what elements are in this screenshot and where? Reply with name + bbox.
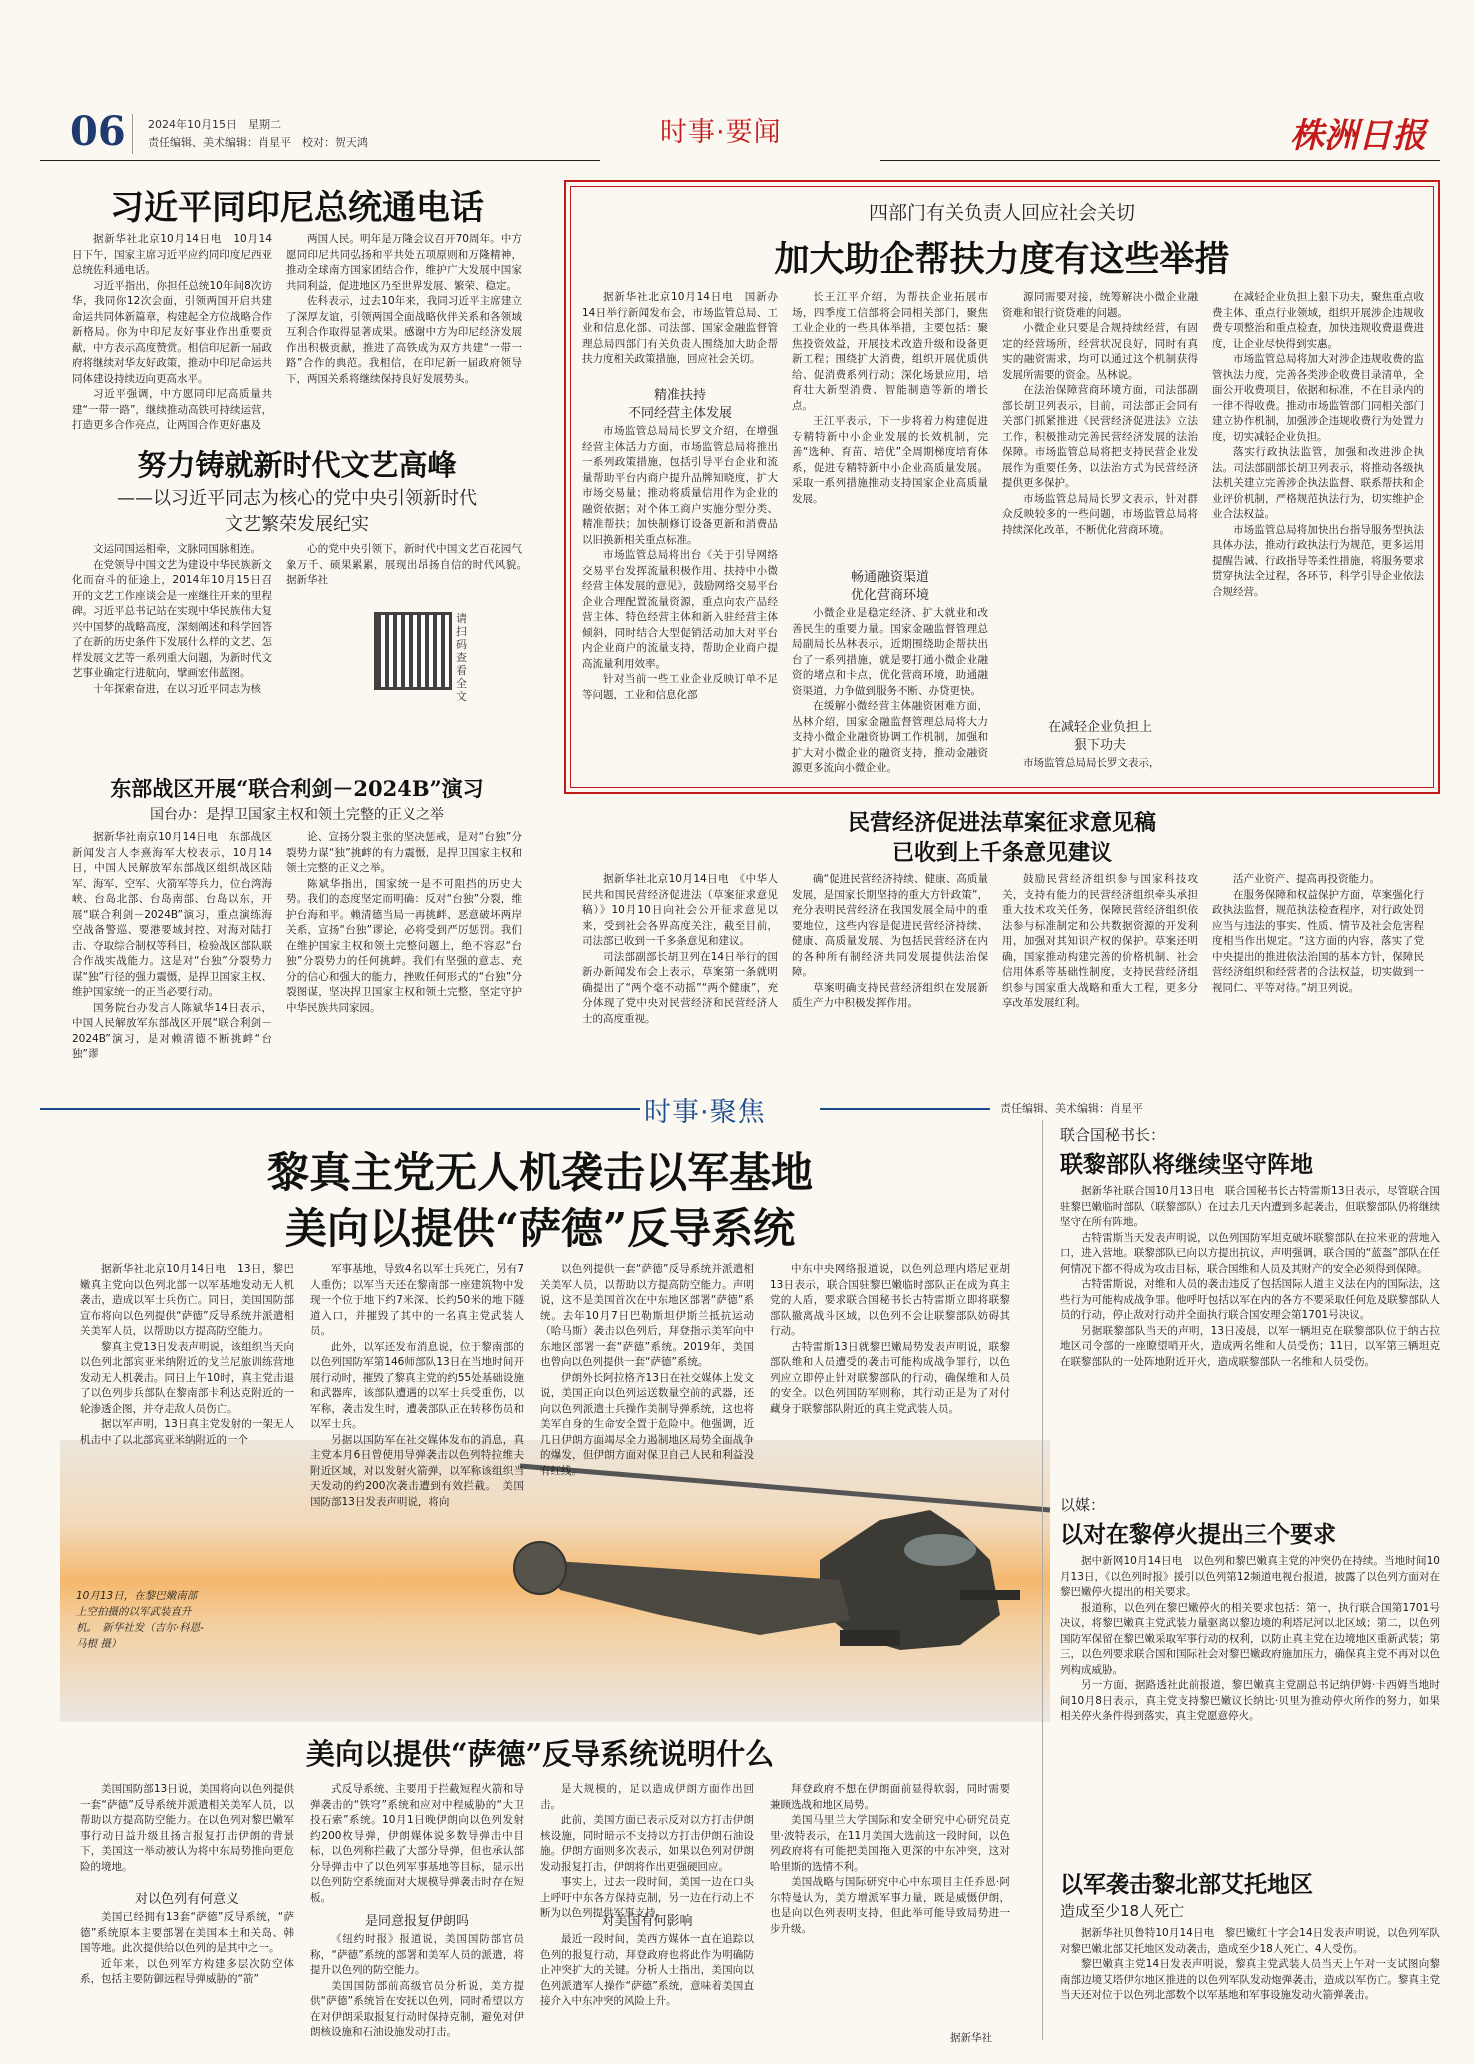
a4-col-3b: 市场监管总局局长罗文表示， bbox=[1023, 757, 1160, 769]
b1-title-2: 美向以提供“萨德”反导系统 bbox=[284, 1204, 796, 1253]
a4-sub3-line1: 在减轻企业负担上 bbox=[1047, 720, 1152, 735]
a2-title: 努力铸就新时代文艺高峰 bbox=[137, 448, 457, 482]
a4-col-3: 源同需要对接，统筹解决小微企业融资难和银行资贷难的问题。 小微企业只要是合规持续经营，有固定的经营场所，经营状况良好，同时有真实的融资需求，均可以通过这个机制获得发展所需要的资金。丛林说。 在法治保障营商环境方面，司法部副部长胡卫列表示，目前，司法部正会同有关部门抓紧推进《民营经济促进法》立法工作，积极推动完善民营经济发展的法治保障。市场监管总局将把支持民营企业发展作为重要任务，以法治方式为民营经济提供更多保护。 市场监管总局局长罗文表示，针对群众反映较多的一些问题，市场监管总局将持续深化改革，不断优化营商环境。 bbox=[1002, 291, 1198, 536]
b2-sub-1: 对以色列有何意义 bbox=[134, 1892, 239, 1907]
a2-subtitle-2: 文艺繁荣发展纪实 bbox=[225, 514, 369, 535]
a2-col-1: 文运同国运相牵，文脉同国脉相连。 在党领导中国文艺为建设中华民族新文化而奋斗的征途上，2014年10月15日召开的文艺工作座谈会是一座继往开来的里程碑。习近平总书记站在实现中华民族伟大复兴中国梦的战略高度，深刻阐述和科学回答了在新的历史条件下发展什么样的文艺、怎样发展文艺等一系列重大问题，为新时代文艺事业确定行进航向，擘画宏伟蓝图。 十年探索奋进，在以习近平同志为核 bbox=[72, 543, 272, 695]
b1-col-1: 据新华社北京10月14日电 13日，黎巴嫩真主党向以色列北部一以军基地发动无人机袭击，造成以军士兵伤亡。同日，美国国防部宣布将向以色列提供“萨德”反导系统并派遣相关美军人员，以帮助以方提高防空能力。 黎真主党13日发表声明说，该组织当天向以色列北部宾亚米纳附近的戈兰尼旅训练营地发动无人机袭击。同日上午10时，真主党击退了以色列步兵部队在黎南部卡利达克附近的一轮渗透企图，并夺走敌人员伤亡。 据以军声明，13日真主党发射的一架无人机击中了以北部宾亚米纳附近的一个 bbox=[80, 1263, 294, 1446]
a2-subtitle-1: ——以习近平同志为核心的党中央引领新时代 bbox=[117, 488, 477, 509]
c2-title: 以对在黎停火提出三个要求 bbox=[1060, 1521, 1336, 1548]
section-title: 时事·要闻 bbox=[660, 117, 782, 148]
qr-caption: 请扫码查看全文 bbox=[456, 612, 467, 703]
a4-col-2: 长王江平介绍，为帮扶企业拓展市场，四季度工信部将会同相关部门，聚焦工业企业的一些具体举措，主要包括：聚焦投资效益，开展技术改造升级和设备更新工程；围绕扩大消费，组织开展优质供给、促消费系列行动；深化场景应用，培育壮大新型消费、智能制造等新的增长点。 王江平表示，下一步将着力构建促进专精特新中小企业发展的长效机制，完善“选种、育苗、培优”全周期梯度培育体系，促进专精特新中小企业高质量发展。采取一系列措施推动支持国家企业高质量发展。 bbox=[792, 291, 988, 505]
a4-sub3-line2: 狠下功夫 bbox=[1073, 738, 1126, 753]
section-2-title: 时事·聚焦 bbox=[644, 1097, 766, 1128]
b2-col-3b: 最近一段时间，美西方媒体一直在追踪以色列的报复行动，拜登政府也将此作为明确防止冲突扩大的关键。分析人士指出，美国向以色列派遣军人操作“萨德”系统，意味着美国直接介入中东冲突的风险上升。 bbox=[540, 1933, 754, 2007]
b1-col-3: 以色列提供一套“萨德”反导系统并派遣相关美军人员，以帮助以方提高防空能力。声明说，这不是美国首次在中东地区部署“萨德”系统。去年10月7日巴勒斯坦伊斯兰抵抗运动（哈马斯）袭击以色列后，拜登指示美军向中东地区部署一套“萨德”系统。2019年，美国也曾向以色列提供一套“萨德”系统。 伊朗外长阿拉格齐13日在社交媒体上发文说，美国正向以色列运送数量空前的武器，还向以色列派遣士兵操作美制导弹系统，这也将美军自身的生命安全置于危险中。他强调，近几日伊朗方面竭尽全力遏制地区局势全面战争的爆发，但伊朗方面对保卫自己人民和利益没有红线。 bbox=[540, 1263, 754, 1477]
c1-title: 联黎部队将继续坚守阵地 bbox=[1060, 1151, 1313, 1178]
a4-title: 加大助企帮扶力度有这些举措 bbox=[774, 239, 1230, 280]
c3-subtitle: 造成至少18人死亡 bbox=[1060, 1902, 1185, 1920]
qr-code[interactable] bbox=[374, 612, 452, 690]
a3-col-2: 论、宣扬分裂主张的坚决惩戒，是对“台独”分裂势力谋“独”挑衅的有力震慑，是捍卫国家主权和领土完整的正义之举。 陈斌华指出，国家统一是不可阻挡的历史大势。我们的态度坚定而明确：反对“台独”分裂，维护台海和平。赖清德当局一再挑衅、恶意破坏两岸关系，宣扬“台独”谬论，必将受到严厉惩罚。我们在维护国家主权和领土完整问题上，绝不容忍“台独”分裂势力的任何挑衅。我们有坚强的意志、充分的信心和强大的能力，挫败任何形式的“台独”分裂图谋，坚决捍卫国家主权和领土完整，坚定守护中华民族共同家园。 bbox=[286, 831, 522, 1014]
b2-sub-3: 对美国有何影响 bbox=[601, 1914, 693, 1929]
c3-title: 以军袭击黎北部艾托地区 bbox=[1060, 1871, 1313, 1898]
c1-body: 据新华社联合国10月13日电 联合国秘书长古特雷斯13日表示，尽管联合国驻黎巴嫩临时部队（联黎部队）在过去几天内遭到多起袭击，但联黎部队仍将继续坚守在所有阵地。 古特雷斯当天发表声明说，以色列国防军坦克破坏联黎部队在拉米亚的营地入口，进入营地。联黎部队已向以方提出抗议，声明强调，联合国的“蓝盔”部队在任何情况下都不得成为攻击目标，联合国维和人员及其财产的安全必须得到保障。 古特雷斯说，对维和人员的袭击违反了包括国际人道主义法在内的国际法，这些行为可能构成战争罪。他呼吁包括以军在内的各方不要采取任何危及联黎部队人员的行动，停止敌对行动并全面执行联合国安理会第1701号决议。 另据联黎部队当天的声明，13日凌晨，以军一辆坦克在联黎部队位于纳古拉地区司令部的一座瞭望哨开火，造成两名维和人员受伤；11日，以军第三辆坦克在联黎部队的一处阵地附近开火，造成联黎部队一名维和人员受伤。 bbox=[1060, 1185, 1440, 1368]
a5-col-2: 确“促进民营经济持续、健康、高质量发展，是国家长期坚持的重大方针政策”，充分表明民营经济在我国发展全局中的重要地位，这些内容是促进民营经济持续、健康、高质量发展、为包括民营经济在内的各种所有制经济共同发展提供法治保障。 草案明确支持民营经济组织在发展新质生产力中积极发挥作用。 bbox=[792, 873, 988, 1009]
a4-sub2-line1: 畅通融资渠道 bbox=[850, 570, 929, 585]
a5-title-2: 已收到上千条意见建议 bbox=[891, 840, 1112, 866]
c3-body: 据新华社贝鲁特10月14日电 黎巴嫩红十字会14日发表声明说，以色列军队对黎巴嫩北部艾托地区发动袭击，造成至少18人死亡、4人受伤。 黎巴嫩真主党14日发表声明说，黎真主党武装人员当天上午对一支试图向黎南部边境艾塔伊尔地区推进的以色列军队发动炮弹袭击，造成以军伤亡。黎真主党当天还对位于以色列北部数个以军基地和军事设施发动火箭弹袭击。 bbox=[1060, 1927, 1440, 2001]
a2-col-2: 心的党中央引领下，新时代中国文艺百花园气象万千、硕果累累，展现出昂扬自信的时代风貌。 据新华社 bbox=[286, 543, 543, 586]
b2-col-3: 是大规模的，足以造成伊朗方面作出回击。 此前，美国方面已表示反对以方打击伊朗核设施，同时暗示不支持以方打击伊朗石油设施。伊朗方面则多次表示，如果以色列对伊朗发动报复打击，伊朗将作出更强硬回应。 事实上，过去一段时间，美国一边在口头上呼吁中东各方保持克制，另一边在行动上不断为以色列提供军事支持。 bbox=[540, 1783, 754, 1919]
page-number: 06 bbox=[70, 108, 126, 155]
c1-kicker: 联合国秘书长： bbox=[1060, 1126, 1166, 1144]
c2-body: 据中新网10月14日电 以色列和黎巴嫩真主党的冲突仍在持续。当地时间10月13日，《以色列时报》援引以色列第12频道电视台报道，披露了以色列方面对在黎巴嫩停火提出的相关要求。 报道称，以色列在黎巴嫩停火的相关要求包括：第一，执行联合国第1701号决议，将黎巴嫩真主党武装力量驱离以黎边境的利塔尼河以北区域；第二，以色列国防军保留在黎巴嫩采取军事行动的权利，以防止真主党在边境地区重新武装；第三，以色列要求联合国和国际社会对黎巴嫩政府施加压力，确保真主党不再对以色列构成威胁。 另一方面，据路透社此前报道，黎巴嫩真主党副总书记纳伊姆·卡西姆当地时间10月8日表示，真主党支持黎巴嫩议长纳比·贝里为推动停火所作的努力，如果相关停火条件得到落实，真主党愿意停火。 bbox=[1060, 1555, 1440, 1722]
a5-col-4: 活产业资产、提高再投资能力。 在服务保障和权益保护方面，草案强化行政执法监督，规范执法检查程序，对行政处罚应当与违法的事实、性质、情节及社会危害程度相当作出规定。“这方面的内容，落实了党中央提出的推进依法治国的基本方针，保障民营经济组织和经营者的合法权益，切实做到一视同仁、平等对待。”胡卫列说。 bbox=[1212, 873, 1424, 994]
c2-kicker: 以媒： bbox=[1060, 1496, 1106, 1514]
b2-col-1b: 美国已经拥有13套“萨德”反导系统，“萨德”系统原本主要部署在美国本土和关岛、韩国等地。此次提供给以色列的是其中之一。 近年来，以色列军方构建多层次防空体系，包括主要防御远程导弹威胁的“箭” bbox=[80, 1911, 294, 1985]
b2-col-2b: 《纽约时报》报道说，美国国防部官员称，“萨德”系统的部署和美军人员的派遣，将提升以色列的防空能力。 美国国防部前高级官员分析说，美方提供“萨德”系统旨在安抚以色列，同时希望以方在对伊朗采取报复行动时保持克制，避免对伊朗核设施和石油设施发动打击。 bbox=[310, 1933, 524, 2038]
a4-sub2-line2: 优化营商环境 bbox=[850, 588, 929, 603]
page-header bbox=[40, 104, 1440, 162]
issue-date: 2024年10月15日 星期二 bbox=[148, 118, 281, 131]
b1-col-4: 中东中央网络报道说，以色列总理内塔尼亚胡13日表示，联合国驻黎巴嫩临时部队正在成为真主党的人盾，要求联合国秘书长古特雷斯立即将联黎部队撤离战斗区域，以色列不会让联黎部队妨碍其行动。 古特雷斯13日就黎巴嫩局势发表声明说，联黎部队维和人员遭受的袭击可能构成战争罪行，以色列应立即停止针对联黎部队的行动，确保维和人员的安全。以色列国防军则称，其行动正是为了对付藏身于联黎部队附近的真主党武装人员。 bbox=[770, 1263, 1010, 1415]
a1-col-1: 据新华社北京10月14日电 10月14日下午，国家主席习近平应约同印度尼西亚总统佐科通电话。 习近平指出，你担任总统10年间8次访华，我同你12次会面，引领两国开启共建命运共同体新篇章，构建起全方位战略合作新格局。你为中印尼友好事业作出重要贡献，中方表示高度赞赏。相信印尼新一届政府将继续对华友好政策，推动中印尼命运共同体建设持续迈向更高水平。 习近平强调，中方愿同印尼高质量共建“一带一路”，继续推动高铁可持续运营，打造更多合作亮点，让两国合作更好惠及 bbox=[72, 233, 272, 431]
a5-col-1: 据新华社北京10月14日电 《中华人民共和国民营经济促进法（草案征求意见稿）》10月10日向社会公开征求意见以来，受到社会各界高度关注，截至目前，司法部已收到一千多条意见和建议。 司法部副部长胡卫列在14日举行的国新办新闻发布会上表示，草案第一条就明确提出了“两个毫不动摇”“两个健康”，充分体现了党中央对民营经济和民营经济人士的高度重视。 bbox=[582, 873, 778, 1025]
a1-col-2: 两国人民。明年是万隆会议召开70周年。中方愿同印尼共同弘扬和平共处五项原则和万隆精神，推动全球南方国家团结合作，维护广大发展中国家共同利益，促进地区乃至世界发展、繁荣、稳定。 佐科表示，过去10年来，我同习近平主席建立了深厚友谊，引领两国全面战略伙伴关系和各领域互利合作取得显著成果。感谢中方为印尼经济发展作出积极贡献，推进了高铁成为双方共建“一带一路”合作的典范。我相信，在印尼新一届政府领导下，两国关系将继续保持良好发展势头。 bbox=[286, 233, 522, 385]
a4-col-1b: 市场监管总局局长罗文介绍，在增强经营主体活力方面，市场监管总局将推出一系列政策措施，包括引导平台企业和流量帮助平台内商户提升品牌知晓度，扩大市场交易量；推动将质量信用作为企业的融资依据；对个体工商户实施分型分类、精准帮扶；加快制修订设备更新和消费品以旧换新相关重点标准。 市场监管总局将出台《关于引导网络交易平台发挥流量积极作用、扶持中小微经营主体发展的意见》，鼓励网络交易平台企业合理配置流量资源，重点向农产品经营主体、特色经营主体和新入驻经营主体倾斜，同时结合大型促销活动加大对平台内企业商户的流量支持，帮助企业商户提高流量利用效率。 针对当前一些工业企业反映订单不足等问题，工业和信息化部 bbox=[582, 425, 778, 701]
b2-sub-2: 是同意报复伊朗吗 bbox=[364, 1914, 469, 1929]
b2-col-2: 式反导系统、主要用于拦截短程火箭和导弹袭击的“铁穹”系统和应对中程威胁的“大卫投石索”系统。10月1日晚伊朗向以色列发射约200枚导弹，伊朗媒体说多数导弹击中目标，以色列称拦截了大部分导弹，但也承认部分导弹击中了以色列军事基地等目标，显示出以色列防空系统面对大规模导弹袭击时存在短板。 bbox=[310, 1783, 524, 1904]
a3-col-1: 据新华社南京10月14日电 东部战区新闻发言人李熹海军大校表示，10月14日，中国人民解放军东部战区组织战区陆军、海军、空军、火箭军等兵力，位台湾海峡、台岛北部、台岛南部、台岛以东，开展“联合利剑－2024B”演习，重点演练海空战备警巡、要港要域封控、对海对陆打击、夺取综合制权等科目，检验战区部队联合作战实战能力。这是对“台独”分裂势力谋“独”行径的强力震慑，是捍卫国家主权、维护国家统一的正当必要行动。 国务院台办发言人陈斌华14日表示，中国人民解放军东部战区开展“联合利剑－2024B”演习，是对赖清德不断挑衅“台独”谬 bbox=[72, 831, 272, 1060]
editor-credits: 责任编辑、美术编辑：肖星平 校对：贺天鸿 bbox=[148, 136, 368, 149]
a4-sub1-line1: 精准扶持 bbox=[653, 388, 706, 403]
a3-subtitle: 国台办：是捍卫国家主权和领土完整的正义之举 bbox=[150, 807, 444, 823]
photo-caption: 10月13日，在黎巴嫩南部上空拍摄的以军武装直升机。 新华社发（吉尔·科恩-马根 摄） bbox=[76, 1590, 204, 1650]
b2-col-4: 拜登政府不想在伊朗面前显得软弱，同时需要兼顾选战和地区局势。 美国马里兰大学国际和安全研究中心研究员克里·波特表示，在11月美国大选前这一段时间，以色列政府将有可能把美国拖入更深的中东冲突，这对哈里斯的选情不利。 美国战略与国际研究中心中东项目主任乔恩·阿尔特曼认为，美方增派军事力量，既是威慑伊朗，也是向以色列表明支持，但此举可能导致局势进一步升级。 bbox=[770, 1783, 1010, 1935]
a4-kicker: 四部门有关负责人回应社会关切 bbox=[868, 202, 1135, 224]
b2-title: 美向以提供“萨德”反导系统说明什么 bbox=[305, 1737, 775, 1771]
a4-col-4: 在减轻企业负担上狠下功夫，聚焦重点收费主体、重点行业领域，组织开展涉企违规收费专项整治和重点检查，加快违规收费退费进度，让企业尽快得到实惠。 市场监管总局将加大对涉企违规收费的监管执法力度，完善各类涉企收费目录清单，全面公开收费项目，依据和标准，不在目录内的一律不得收费。推动市场监管部门同相关部门建立协作机制，加强涉企违规收费行为处置力度，切实减轻企业负担。 落实行政执法监管，加强和改进涉企执法。司法部副部长胡卫列表示，将推动各级执法机关建立完善涉企执法监督、联系帮扶和企业评价机制，严格规范执法行为，切实维护企业合法权益。 市场监管总局将加快出台指导服务型执法具体办法，推动行政执法行为规范，更多运用提醒告诫、行政指导等柔性措施，将服务要求贯穿执法全过程，各环节，科学引导企业依法合规经营。 bbox=[1212, 291, 1424, 598]
a4-col-2b: 小微企业是稳定经济、扩大就业和改善民生的重要力量。国家金融监督管理总局副局长丛林表示，近期围绕助企帮扶出台了一系列措施，就是要打通小微企业融资的堵点和卡点，优化营商环境，助通融资渠道，力争做到服务不断、办贷更快。 在缓解小微经营主体融资困难方面，丛林介绍，国家金融监督管理总局将大力支持小微企业融资协调工作机制，加强和扩大对小微企业的融资支持，推动金融资源更多流向小微企业。 bbox=[792, 607, 988, 774]
b2-col-1: 美国国防部13日说，美国将向以色列提供一套“萨德”反导系统并派遣相关美军人员，以帮助以方提高防空能力。在以色列对黎巴嫩军事行动日益升级且扬言报复打击伊朗的背景下，美国这一举动被认为将中东局势推向更危险的境地。 bbox=[80, 1783, 294, 1873]
b1-title-1: 黎真主党无人机袭击以军基地 bbox=[266, 1148, 813, 1197]
a3-title: 东部战区开展“联合利剑－2024B”演习 bbox=[110, 776, 484, 801]
a5-title-1: 民营经济促进法草案征求意见稿 bbox=[847, 810, 1156, 836]
a4-col-1: 据新华社北京10月14日电 国新办14日举行新闻发布会，市场监管总局、工业和信息化部、司法部、国家金融监督管理总局四部门有关负责人围绕加大助企帮扶力度相关政策措施，回应社会关切。 bbox=[582, 291, 778, 365]
b2-dateline: 据新华社 bbox=[950, 2032, 992, 2044]
a5-col-3: 鼓励民营经济组织参与国家科技攻关，支持有能力的民营经济组织牵头承担重大技术攻关任务，保障民营经济组织依法参与标准制定和公共数据资源的开发利用，加强对其知识产权的保护。草案还明确，国家推动构建完善的价格机制、社会信用体系等基础性制度，支持民营经济组织参与国家重大战略和重大工程，更多分享改革发展红利。 bbox=[1002, 873, 1198, 1009]
b1-col-2: 军事基地，导致4名以军士兵死亡，另有7人重伤；以军当天还在黎南部一座建筑物中发现一个位于地下约7米深、长约50米的地下隧道入口，并摧毁了其中的一名真主党武装人员。 此外，以军还发布消息说，位于黎南部的以色列国防军第146师部队13日在当地时间开展行动时，摧毁了黎真主党的约55处基础设施和武器库，该部队遭遇的以军士兵受重伤，以军称，袭击发生时，遭袭部队正在转移伤员和以军士兵。 另据以国防军在社交媒体发布的消息，真主党本月6日曾使用导弹袭击以色列特拉维夫附近区域，对以发射火箭弹，以军称该组织当天发动的约200次袭击遭到有效拦截。 美国国防部13日发表声明说，将向 bbox=[310, 1263, 524, 1508]
a1-title: 习近平同印尼总统通电话 bbox=[110, 188, 484, 228]
a4-sub1-line2: 不同经营主体发展 bbox=[627, 406, 732, 421]
section-2-editor: 责任编辑、美术编辑：肖星平 bbox=[1000, 1102, 1143, 1115]
newspaper-logo: 株洲日报 bbox=[1290, 116, 1426, 156]
